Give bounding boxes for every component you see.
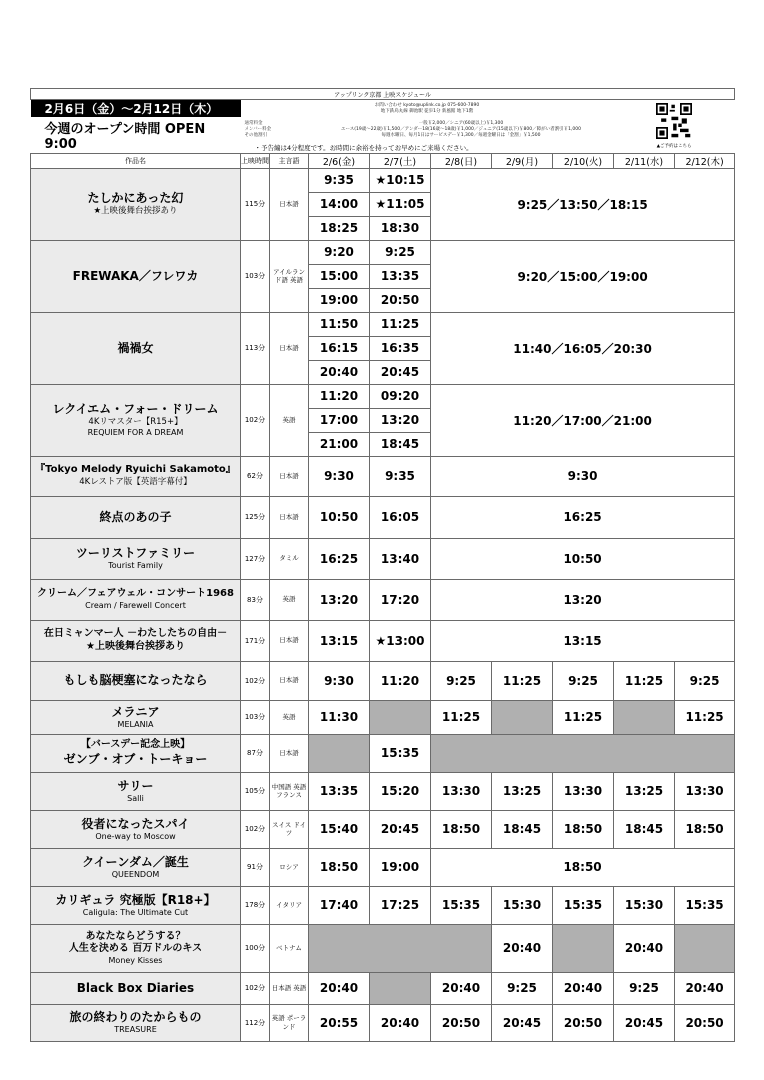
film-language: 英語 — [270, 700, 309, 734]
no-screening-sat — [370, 700, 431, 734]
col-day-wed: 2/11(水) — [614, 153, 675, 168]
film-duration: 125分 — [241, 496, 270, 538]
showtime-fri: 20:40 — [309, 972, 370, 1004]
showtime-mon: 9:25 — [492, 972, 553, 1004]
film-note: ★上映後舞台挨拶あり — [93, 206, 178, 217]
film-row — [31, 810, 735, 848]
film-row — [31, 848, 735, 886]
showtime-tue: 13:30 — [553, 772, 614, 810]
film-english-title: REQUIEM FOR A DREAM — [87, 427, 184, 437]
no-screening-fri-sun — [309, 924, 492, 972]
film-language: 日本語 — [270, 168, 309, 240]
price-line-2: ユース(19歳～22歳)￥1,500／アンダー18(16歳～18歳)￥1,000／ジュニア(15歳以下)￥800／障がい者割引￥1,000 — [341, 127, 581, 132]
showtime: 19:00 — [319, 292, 359, 307]
showtime-mon: 18:45 — [492, 810, 553, 848]
contact-info: お問い合わせ kyoto@uplink.co.jp 075-600-7890 — [374, 102, 480, 108]
film-row — [31, 661, 735, 700]
showtime-wed: 20:40 — [614, 924, 675, 972]
showtime-thu: 20:40 — [675, 972, 735, 1004]
film-language: アイルランド語 英語 — [270, 240, 309, 312]
film-language: ベトナム — [270, 924, 309, 972]
label-discount: その他割引 — [244, 133, 267, 138]
price-line-1: 一般￥2,000／シニア(60歳以上)￥1,300 — [418, 121, 504, 126]
film-row — [31, 700, 735, 734]
film-language: 英語 — [270, 384, 309, 456]
showtimes-sun-thu: 13:20 — [431, 579, 735, 620]
film-language: イタリア — [270, 886, 309, 924]
film-row — [31, 734, 735, 772]
film-note: ★上映後舞台挨拶あり — [86, 640, 185, 652]
film-edition: 4Kレストア版【英語字幕付】 — [79, 476, 192, 487]
showtimes-sun-thu: 18:50 — [431, 848, 735, 886]
film-title: 終点のあの子 — [99, 509, 172, 524]
film-title-cell — [31, 886, 241, 924]
price-line-3: 毎週水曜日、毎月1日はサービスデー￥1,300／毎週金曜日は「金割」￥1,500 — [381, 133, 541, 138]
showtime-tue: 20:40 — [553, 972, 614, 1004]
film-title: Black Box Diaries — [76, 980, 195, 995]
showtime-fri: 11:30 — [309, 700, 370, 734]
film-title: 旅の終わりのたからもの — [69, 1010, 202, 1024]
film-title-cell — [31, 456, 241, 496]
showtime-tue: 9:25 — [553, 661, 614, 700]
film-title-cell — [31, 661, 241, 700]
showtimes-fri — [309, 240, 370, 312]
qr-block — [614, 100, 735, 154]
showtime: 17:00 — [309, 409, 369, 433]
film-title-cell — [31, 700, 241, 734]
film-title-cell — [31, 972, 241, 1004]
film-language: 日本語 — [270, 661, 309, 700]
film-language: タミル — [270, 538, 309, 579]
showtimes-sat — [370, 312, 431, 384]
showtime-wed: 11:25 — [614, 661, 675, 700]
film-language: 日本語 — [270, 496, 309, 538]
film-title: あなたならどうする？ — [85, 930, 186, 942]
date-range: 2月6日（金）～2月12日（木） — [31, 100, 241, 118]
showtime-sat: 13:40 — [370, 538, 431, 579]
showtime-sun: 9:25 — [431, 661, 492, 700]
showtimes-sat — [370, 240, 431, 312]
showtime-sun: 13:30 — [431, 772, 492, 810]
showtime-sat: 17:25 — [370, 886, 431, 924]
showtime: 13:20 — [370, 409, 430, 433]
film-row — [31, 620, 735, 661]
showtime: 16:35 — [370, 337, 430, 361]
showtimes-sun-thu: 16:25 — [431, 496, 735, 538]
showtime-fri: 17:40 — [309, 886, 370, 924]
qr-code-icon — [656, 103, 692, 139]
showtime: 20:50 — [380, 292, 420, 307]
schedule-sheet — [30, 88, 734, 1042]
film-row — [31, 772, 735, 810]
film-row — [31, 886, 735, 924]
film-duration: 105分 — [241, 772, 270, 810]
sheet-title: アップリンク京都 上映スケジュール — [31, 89, 735, 100]
film-row — [31, 924, 735, 972]
showtime-sat: 19:00 — [370, 848, 431, 886]
film-english-title: Cream / Farewell Concert — [85, 600, 186, 610]
showtime: ★10:15 — [370, 169, 430, 193]
film-title: レクイエム・フォー・ドリーム — [52, 402, 219, 417]
film-title-cell — [31, 579, 241, 620]
showtime-fri: 20:55 — [309, 1004, 370, 1041]
showtime-sat: 15:20 — [370, 772, 431, 810]
film-duration: 102分 — [241, 384, 270, 456]
showtime: 16:15 — [309, 337, 369, 361]
showtimes-sun-thu: 9:20／15:00／19:00 — [431, 240, 735, 312]
film-duration: 102分 — [241, 661, 270, 700]
film-title: たしかにあった幻 — [87, 191, 184, 206]
showtime: 9:20 — [309, 241, 369, 265]
label-service: メンバー料金 — [244, 127, 272, 132]
showtime-fri: 15:40 — [309, 810, 370, 848]
showtimes-sun-thu: 11:20／17:00／21:00 — [431, 384, 735, 456]
no-screening-wed — [614, 700, 675, 734]
showtime: 18:45 — [380, 436, 420, 451]
showtime-fri: 9:30 — [309, 661, 370, 700]
no-screening-mon — [492, 700, 553, 734]
showtime-fri: 18:50 — [309, 848, 370, 886]
film-title-cell — [31, 240, 241, 312]
col-day-mon: 2/9(月) — [492, 153, 553, 168]
film-title: 役者になったスパイ — [81, 816, 190, 831]
film-language: 日本語 — [270, 734, 309, 772]
film-title: 『Tokyo Melody Ryuichi Sakamoto』 — [35, 464, 236, 476]
film-language: 中国語 英語 フランス — [270, 772, 309, 810]
showtime-thu: 9:25 — [675, 661, 735, 700]
showtime: 15:00 — [309, 265, 369, 289]
showtime-thu: 20:50 — [675, 1004, 735, 1041]
showtime-sun: 11:25 — [431, 700, 492, 734]
showtime: 09:20 — [370, 385, 430, 409]
film-title: もしも脳梗塞になったなら — [63, 673, 208, 687]
label-price: 通常料金 — [244, 121, 263, 126]
column-header-row — [31, 153, 735, 168]
showtime: 11:50 — [309, 313, 369, 337]
showtime: ★11:05 — [370, 193, 430, 217]
film-duration: 62分 — [241, 456, 270, 496]
showtime-mon: 20:40 — [492, 924, 553, 972]
showtime-thu: 18:50 — [675, 810, 735, 848]
showtime: 20:45 — [380, 364, 420, 379]
film-title-cell — [31, 496, 241, 538]
col-day-sat: 2/7(土) — [370, 153, 431, 168]
film-language: 日本語 — [270, 620, 309, 661]
film-duration: 103分 — [241, 700, 270, 734]
film-title-cell — [31, 384, 241, 456]
showtimes-sun-thu: 9:25／13:50／18:15 — [431, 168, 735, 240]
film-row — [31, 972, 735, 1004]
film-title: メラニア — [111, 704, 160, 719]
film-title: クリーム／フェアウェル・コンサート1968 — [37, 588, 234, 600]
film-duration: 102分 — [241, 972, 270, 1004]
film-duration: 115分 — [241, 168, 270, 240]
trailer-notice: ・予告編は4分程度です。お時間に余裕を持ってお早めにご来場ください。 — [254, 144, 473, 153]
showtimes-sun-thu: 9:30 — [431, 456, 735, 496]
film-title: ツーリストファミリー — [75, 546, 196, 560]
film-row — [31, 456, 735, 496]
showtimes-sat — [370, 168, 431, 240]
showtime-tue: 18:50 — [553, 810, 614, 848]
no-screening-fri — [309, 734, 370, 772]
film-english-title: Money Kisses — [108, 955, 163, 965]
film-row — [31, 312, 735, 384]
showtime: 9:35 — [309, 169, 369, 193]
showtime: 11:20 — [309, 385, 369, 409]
film-title: ゼンブ・オブ・トーキョー — [63, 751, 208, 766]
film-title: 禍禍女 — [117, 340, 154, 355]
film-title-cell — [31, 734, 241, 772]
film-row — [31, 1004, 735, 1041]
showtime: 13:35 — [370, 265, 430, 289]
film-row — [31, 240, 735, 312]
showtime: 9:25 — [370, 241, 430, 265]
film-duration: 171分 — [241, 620, 270, 661]
no-screening-sat — [370, 972, 431, 1004]
film-duration: 87分 — [241, 734, 270, 772]
showtime-tue: 15:35 — [553, 886, 614, 924]
showtime-fri: 13:20 — [309, 579, 370, 620]
showtime-sat: 15:35 — [370, 734, 431, 772]
showtime-sun: 18:50 — [431, 810, 492, 848]
no-screening-tue — [553, 924, 614, 972]
showtime: 20:40 — [319, 364, 359, 379]
film-row — [31, 496, 735, 538]
showtime-sat: 9:35 — [370, 456, 431, 496]
showtime-wed: 13:25 — [614, 772, 675, 810]
film-title: FREWAKA／フレワカ — [72, 268, 199, 283]
no-screening-sun-thu — [431, 734, 735, 772]
film-row — [31, 538, 735, 579]
film-english-title: One-way to Moscow — [95, 831, 176, 841]
film-title-cell — [31, 924, 241, 972]
col-duration: 上映時間 — [241, 153, 270, 168]
film-language: 英語 ポーランド — [270, 1004, 309, 1041]
schedule-table — [30, 88, 735, 1042]
showtime-mon: 13:25 — [492, 772, 553, 810]
film-duration: 91分 — [241, 848, 270, 886]
showtime: 18:30 — [380, 220, 420, 235]
film-english-title: TREASURE — [114, 1025, 157, 1034]
film-title: クイーンダム／誕生 — [82, 854, 189, 869]
showtime-mon: 15:30 — [492, 886, 553, 924]
showtime-tue: 20:50 — [553, 1004, 614, 1041]
film-duration: 102分 — [241, 810, 270, 848]
film-duration: 113分 — [241, 312, 270, 384]
showtime: 11:25 — [370, 313, 430, 337]
showtime-mon: 20:45 — [492, 1004, 553, 1041]
showtime-fri: 10:50 — [309, 496, 370, 538]
showtimes-sat — [370, 384, 431, 456]
film-row — [31, 168, 735, 240]
film-language: 日本語 — [270, 456, 309, 496]
showtime-thu: 11:25 — [675, 700, 735, 734]
col-day-sun: 2/8(日) — [431, 153, 492, 168]
showtime-fri: 13:35 — [309, 772, 370, 810]
col-day-thu: 2/12(木) — [675, 153, 735, 168]
showtime-sat: 16:05 — [370, 496, 431, 538]
showtime-wed: 9:25 — [614, 972, 675, 1004]
showtimes-fri — [309, 168, 370, 240]
showtime: 14:00 — [309, 193, 369, 217]
film-title: 在日ミャンマー人 －わたしたちの自由－ — [43, 628, 228, 639]
film-title-cell — [31, 168, 241, 240]
col-day-tue: 2/10(火) — [553, 153, 614, 168]
film-label: 【バースデー記念上映】 — [80, 739, 191, 751]
film-title-cell — [31, 772, 241, 810]
film-duration: 127分 — [241, 538, 270, 579]
film-language: スイス ドイツ — [270, 810, 309, 848]
film-duration: 178分 — [241, 886, 270, 924]
showtime-sat: 11:20 — [370, 661, 431, 700]
showtime-sat: ★13:00 — [370, 620, 431, 661]
film-edition: 4Kリマスター【R15+】 — [88, 417, 183, 428]
film-title: サリー — [117, 778, 154, 793]
address-info: 地下鉄烏丸線 御池駅 徒歩1分 新風館 地下1階 — [380, 108, 474, 114]
showtime-sun: 20:50 — [431, 1004, 492, 1041]
showtimes-sun-thu: 13:15 — [431, 620, 735, 661]
film-title: カリギュラ 究極版【R18+】 — [55, 892, 216, 907]
film-english-title: QUEENDOM — [111, 869, 160, 879]
film-row — [31, 579, 735, 620]
film-english-title: MELANIA — [117, 719, 154, 729]
showtime-thu: 15:35 — [675, 886, 735, 924]
showtime-sun: 15:35 — [431, 886, 492, 924]
film-english-title: Salli — [127, 793, 144, 803]
showtime-wed: 15:30 — [614, 886, 675, 924]
film-language: ロシア — [270, 848, 309, 886]
qr-caption: ▲ご予約はこちら — [656, 144, 692, 150]
showtimes-fri — [309, 384, 370, 456]
film-duration: 112分 — [241, 1004, 270, 1041]
col-language: 主言語 — [270, 153, 309, 168]
film-duration: 103分 — [241, 240, 270, 312]
film-language: 日本語 — [270, 312, 309, 384]
showtime: 21:00 — [319, 436, 359, 451]
film-title-cell — [31, 312, 241, 384]
open-time: 今週のオープン時間 OPEN 9:00 — [44, 121, 206, 152]
showtime-fri: 16:25 — [309, 538, 370, 579]
film-language: 日本語 英語 — [270, 972, 309, 1004]
col-title: 作品名 — [31, 153, 241, 168]
film-english-title: Caligula: The Ultimate Cut — [82, 907, 189, 917]
showtime-wed: 20:45 — [614, 1004, 675, 1041]
showtime-sat: 20:45 — [370, 810, 431, 848]
film-row — [31, 384, 735, 456]
film-title-cell — [31, 538, 241, 579]
film-title-cell — [31, 810, 241, 848]
showtime-fri: 9:30 — [309, 456, 370, 496]
showtime: 18:25 — [319, 220, 359, 235]
showtimes-sun-thu: 11:40／16:05／20:30 — [431, 312, 735, 384]
col-day-fri: 2/6(金) — [309, 153, 370, 168]
film-title-cell — [31, 848, 241, 886]
showtime-thu: 13:30 — [675, 772, 735, 810]
film-language: 英語 — [270, 579, 309, 620]
film-subtitle: 人生を決める 百万ドルのキス — [68, 943, 203, 954]
film-english-title: Tourist Family — [108, 561, 163, 570]
showtime-sun: 20:40 — [431, 972, 492, 1004]
film-title-cell — [31, 1004, 241, 1041]
showtimes-sun-thu: 10:50 — [431, 538, 735, 579]
showtime-fri: 13:15 — [309, 620, 370, 661]
showtime-mon: 11:25 — [492, 661, 553, 700]
film-title-cell — [31, 620, 241, 661]
showtime-sat: 20:40 — [370, 1004, 431, 1041]
showtimes-fri — [309, 312, 370, 384]
film-duration: 83分 — [241, 579, 270, 620]
showtime-tue: 11:25 — [553, 700, 614, 734]
film-duration: 100分 — [241, 924, 270, 972]
showtime-wed: 18:45 — [614, 810, 675, 848]
no-screening-thu — [675, 924, 735, 972]
showtime-sat: 17:20 — [370, 579, 431, 620]
